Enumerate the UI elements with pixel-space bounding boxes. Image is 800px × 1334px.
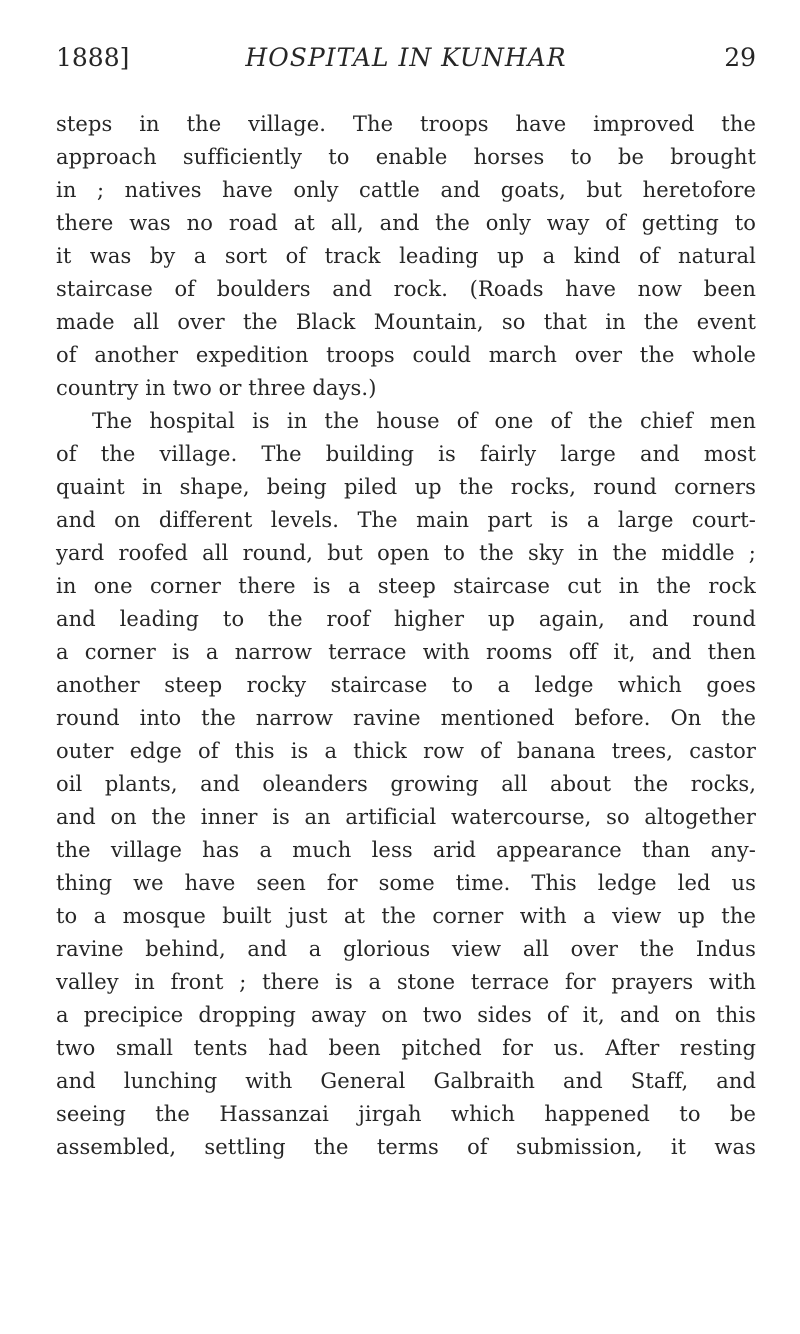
text-line: steps in the village. The troops have improved the [56,112,756,136]
text-line: staircase of boulders and rock. (Roads have now been [56,277,756,301]
text-line: round into the narrow ravine mentioned before. On the [56,706,756,730]
text-line: and on the inner is an artificial watercourse, so altogether [56,805,756,829]
text-line: yard roofed all round, but open to the sky in the middle ; [56,541,756,565]
text-line: in one corner there is a steep staircase cut in the rock [56,574,756,598]
text-line: oil plants, and oleanders growing all about the rocks, [56,772,756,796]
text-line: a corner is a narrow terrace with rooms off it, and then [56,640,756,664]
text-line: country in two or three days.) [56,376,377,400]
text-line: of another expedition troops could march over the whole [56,343,756,367]
text-line: in ; natives have only cattle and goats, but heretofore [56,178,756,202]
text-line: and on different levels. The main part is a large court- [56,508,756,532]
running-head [56,36,756,80]
running-head-year: 1888] [56,43,130,72]
text-line: to a mosque built just at the corner with a view up the [56,904,756,928]
text-line: The hospital is in the house of one of the chief men [92,409,756,433]
text-line: ravine behind, and a glorious view all over the Indus [56,937,756,961]
text-line: of the village. The building is fairly large and most [56,442,756,466]
text-line: two small tents had been pitched for us. After resting [56,1036,756,1060]
page-number: 29 [724,43,756,72]
text-line: the village has a much less arid appearance than any- [56,838,756,862]
text-line: seeing the Hassanzai jirgah which happened to be [56,1102,756,1126]
text-line: a precipice dropping away on two sides of it, and on this [56,1003,756,1027]
book-page [56,36,756,1164]
text-line: outer edge of this is a thick row of banana trees, castor [56,739,756,763]
text-line: quaint in shape, being piled up the rocks, round corners [56,475,756,499]
text-line: made all over the Black Mountain, so that in the event [56,310,756,334]
text-line: there was no road at all, and the only way of getting to [56,211,756,235]
text-line: assembled, settling the terms of submission, it was [56,1135,756,1159]
running-head-title: HOSPITAL IN KUNHAR [245,43,567,72]
text-line: valley in front ; there is a stone terrace for prayers with [56,970,756,994]
text-line: another steep rocky staircase to a ledge which goes [56,673,756,697]
text-line: it was by a sort of track leading up a kind of natural [56,244,756,268]
text-line: and leading to the roof higher up again, and round [56,607,756,631]
text-line: thing we have seen for some time. This ledge led us [56,871,756,895]
text-line: approach sufficiently to enable horses to be brought [56,145,756,169]
body-text [56,108,756,1164]
text-line: and lunching with General Galbraith and Staff, and [56,1069,756,1093]
